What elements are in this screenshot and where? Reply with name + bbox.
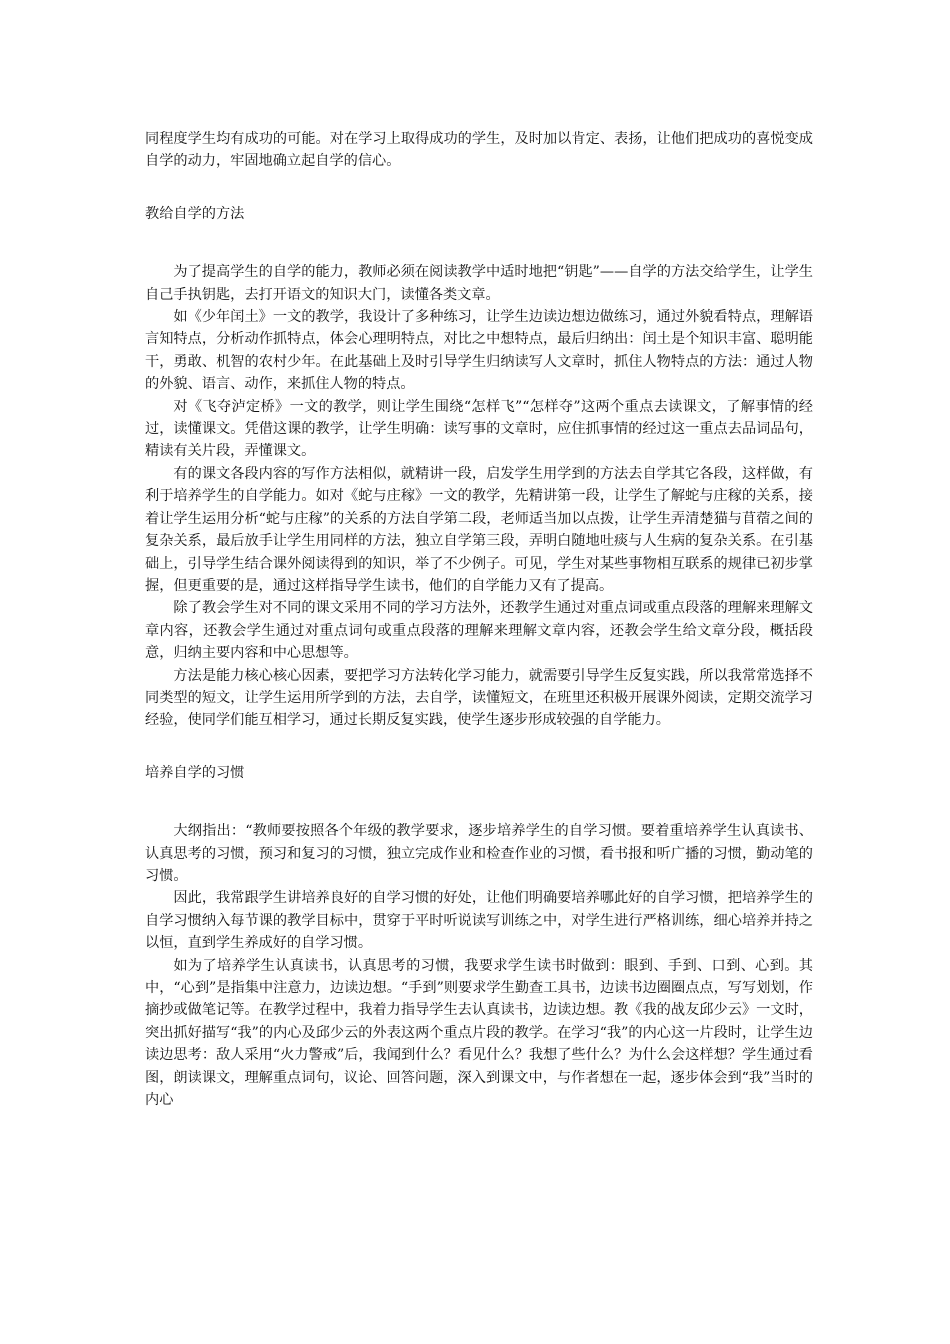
paragraph: 如《少年闰土》一文的教学，我设计了多种练习，让学生边读边想边做练习，通过外貌看特点，理解语言知特点，分析动作抓特点，体会心理明特点，对比之中想特点，最后归纳出：闰土是个知识丰富、聪明能干，勇敢、机智的农村少年。在此基础上及时引导学生归纳读写人文章时，抓住人物特点的方法：通过人物的外貌、语言、动作，来抓住人物的特点。 bbox=[145, 309, 813, 393]
section-body-habits bbox=[145, 820, 813, 1111]
document-page bbox=[145, 128, 813, 1111]
paragraph: 方法是能力核心核心因素，要把学习方法转化学习能力，就需要引导学生反复实践，所以我常常选择不同类型的短文，让学生运用所学到的方法，去自学，读懂短文，在班里还积极开展课外阅读，定期交流学习经验，使同学们能互相学习，通过长期反复实践，使学生逐步形成较强的自学能力。 bbox=[145, 667, 813, 729]
paragraph: 对《飞夺泸定桥》一文的教学，则让学生围绕“怎样飞”“怎样夺”这两个重点去读课文，了解事情的经过，读懂课文。凭借这课的教学，让学生明确：读写事的文章时，应住抓事情的经过这一重点去品词品句，精读有关片段，弄懂课文。 bbox=[145, 398, 813, 460]
intro-paragraph: 同程度学生均有成功的可能。对在学习上取得成功的学生，及时加以肯定、表扬，让他们把成功的喜悦变成自学的动力，牢固地确立起自学的信心。 bbox=[145, 131, 813, 170]
paragraph: 为了提高学生的自学的能力，教师必须在阅读教学中适时地把“钥匙”——自学的方法交给学生，让学生自己手执钥匙，去打开语文的知识大门，读懂各类文章。 bbox=[145, 264, 813, 303]
section-body-methods bbox=[145, 261, 813, 732]
paragraph: 如为了培养学生认真读书，认真思考的习惯，我要求学生读书时做到：眼到、手到、口到、心到。其中，“心到”是指集中注意力，边读边想。“手到”则要求学生勤查工具书，边读书边圈圈点点，写写划划，作摘抄或做笔记等。在教学过程中，我着力指导学生去认真读书，边读边想。教《我的战友邱少云》一文时，突出抓好描写“我”的内心及邱少云的外表这两个重点片段的教学。在学习“我”的内心这一片段时，让学生边读边思考：敌人采用“火力警戒”后，我闻到什么？看见什么？我想了些什么？为什么会这样想？学生通过看图，朗读课文，理解重点词句，议论、回答问题，深入到课文中，与作者想在一起，逐步体会到“我”当时的内心 bbox=[145, 957, 813, 1109]
paragraph: 有的课文各段内容的写作方法相似，就精讲一段，启发学生用学到的方法去自学其它各段，这样做，有利于培养学生的自学能力。如对《蛇与庄稼》一文的教学，先精讲第一段，让学生了解蛇与庄稼的关系，接着让学生运用分析“蛇与庄稼”的关系的方法自学第二段，老师适当加以点拨，让学生弄清楚猫与苜蓿之间的复杂关系，最后放手让学生用同样的方法，独立自学第三段，弄明白随地吐痰与人生病的复杂关系。在引基础上，引导学生结合课外阅读得到的知识，举了不少例子。可见，学生对某些事物相互联系的规律已初步掌握，但更重要的是，通过这样指导学生读书，他们的自学能力又有了提高。 bbox=[145, 465, 813, 594]
paragraph: 因此，我常跟学生讲培养良好的自学习惯的好处，让他们明确要培养哪此好的自学习惯，把培养学生的自学习惯纳入每节课的教学目标中，贯穿于平时听说读写训练之中，对学生进行严格训练，细心培养并持之以恒，直到学生养成好的自学习惯。 bbox=[145, 890, 813, 952]
section-heading-methods: 教给自学的方法 bbox=[145, 205, 245, 222]
paragraph: 大纲指出：“教师要按照各个年级的教学要求，逐步培养学生的自学习惯。要着重培养学生认真读书、认真思考的习惯，预习和复习的习惯，独立完成作业和检查作业的习惯，看书报和听广播的习惯，勤动笔的习惯。 bbox=[145, 823, 813, 884]
paragraph: 除了教会学生对不同的课文采用不同的学习方法外，还教学生通过对重点词或重点段落的理解来理解文章内容，还教会学生通过对重点词句或重点段落的理解来理解文章内容，还教会学生给文章分段，概括段意，归纳主要内容和中心思想等。 bbox=[145, 600, 813, 662]
section-heading-habits: 培养自学的习惯 bbox=[145, 764, 245, 781]
